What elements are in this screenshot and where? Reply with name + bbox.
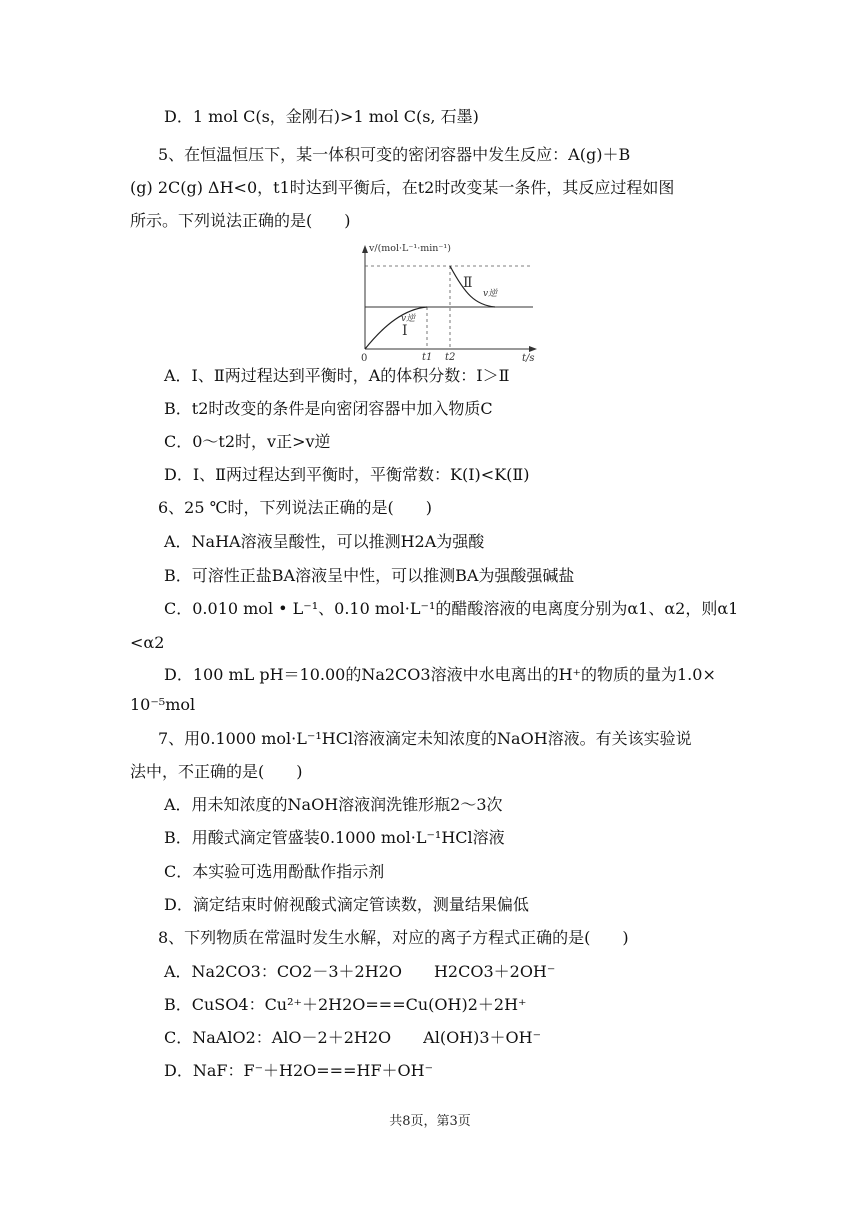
region-1-label: Ⅰ bbox=[402, 323, 408, 339]
t2-tick-label: t2 bbox=[445, 352, 456, 363]
q5-stem-line-1: 5、在恒温恒压下，某一体积可变的密闭容器中发生反应：A(g)＋B bbox=[158, 145, 631, 164]
q6-option-b: B．可溶性正盐BA溶液呈中性，可以推测BA为强酸强碱盐 bbox=[164, 566, 575, 585]
q5-stem-line-2: (g) 2C(g) ΔH<0，t1时达到平衡后，在t2时改变某一条件，其反应过程如图 bbox=[130, 178, 675, 197]
page-footer: 共8页，第3页 bbox=[389, 1114, 471, 1129]
rising-curve bbox=[365, 307, 427, 349]
q8-option-b: B．CuSO4：Cu²⁺＋2H2O===Cu(OH)2＋2H⁺ bbox=[164, 995, 527, 1014]
q7-option-c: C．本实验可选用酚酞作指示剂 bbox=[164, 862, 385, 881]
q6-option-c-line-2: <α2 bbox=[130, 633, 165, 652]
q6-stem: 6、25 ℃时，下列说法正确的是( ) bbox=[158, 498, 433, 517]
y-axis-label: v/(mol·L⁻¹·min⁻¹) bbox=[369, 243, 451, 254]
q4-option-d: D．1 mol C(s，金刚石)>1 mol C(s, 石墨) bbox=[164, 107, 479, 126]
t1-tick-label: t1 bbox=[422, 352, 433, 363]
q6-option-a: A．NaHA溶液呈酸性，可以推测H2A为强酸 bbox=[164, 532, 485, 551]
q8-stem: 8、下列物质在常温时发生水解，对应的离子方程式正确的是( ) bbox=[158, 928, 629, 947]
q5-option-b: B．t2时改变的条件是向密闭容器中加入物质C bbox=[164, 399, 493, 418]
region-2-label: Ⅱ bbox=[463, 275, 473, 291]
x-axis-arrow bbox=[529, 346, 537, 352]
q7-option-b: B．用酸式滴定管盛装0.1000 mol·L⁻¹HCl溶液 bbox=[164, 828, 505, 847]
x-axis-label: t/s bbox=[522, 353, 535, 364]
curve-label-1: v逆 bbox=[401, 314, 416, 324]
curve-label-2: v逆 bbox=[483, 289, 498, 299]
q6-option-d-line-2: 10⁻⁵mol bbox=[130, 695, 196, 714]
y-axis-arrow bbox=[362, 245, 368, 253]
q5-option-d: D．Ⅰ、Ⅱ两过程达到平衡时，平衡常数：K(Ⅰ)<K(Ⅱ) bbox=[164, 465, 530, 484]
q8-option-d: D．NaF：F⁻＋H2O===HF＋OH⁻ bbox=[164, 1061, 434, 1080]
q6-option-c-line-1: C．0.010 mol • L⁻¹、0.10 mol·L⁻¹的醋酸溶液的电离度分别为α1、α2，则α1 bbox=[164, 599, 739, 618]
q7-stem-line-1: 7、用0.1000 mol·L⁻¹HCl溶液滴定未知浓度的NaOH溶液。有关该实验说 bbox=[158, 729, 692, 748]
q7-option-a: A．用未知浓度的NaOH溶液润洗锥形瓶2～3次 bbox=[164, 795, 503, 814]
q5-option-c: C．0～t2时，v正>v逆 bbox=[164, 432, 331, 451]
q7-stem-line-2: 法中，不正确的是( ) bbox=[130, 762, 303, 781]
q5-stem-line-3: 所示。下列说法正确的是( ) bbox=[130, 211, 351, 230]
q8-option-a: A．Na2CO3：CO2－3＋2H2O H2CO3＋2OH⁻ bbox=[164, 962, 556, 981]
reaction-rate-figure bbox=[355, 239, 540, 364]
q8-option-c: C．NaAlO2：AlO－2＋2H2O Al(OH)3＋OH⁻ bbox=[164, 1028, 542, 1047]
q6-option-d-line-1: D．100 mL pH＝10.00的Na2CO3溶液中水电离出的H⁺的物质的量为1.0× bbox=[164, 665, 716, 684]
q7-option-d: D．滴定结束时俯视酸式滴定管读数，测量结果偏低 bbox=[164, 895, 529, 914]
q5-option-a: A．Ⅰ、Ⅱ两过程达到平衡时，A的体积分数：Ⅰ＞Ⅱ bbox=[164, 366, 510, 385]
origin-label: 0 bbox=[361, 353, 368, 364]
